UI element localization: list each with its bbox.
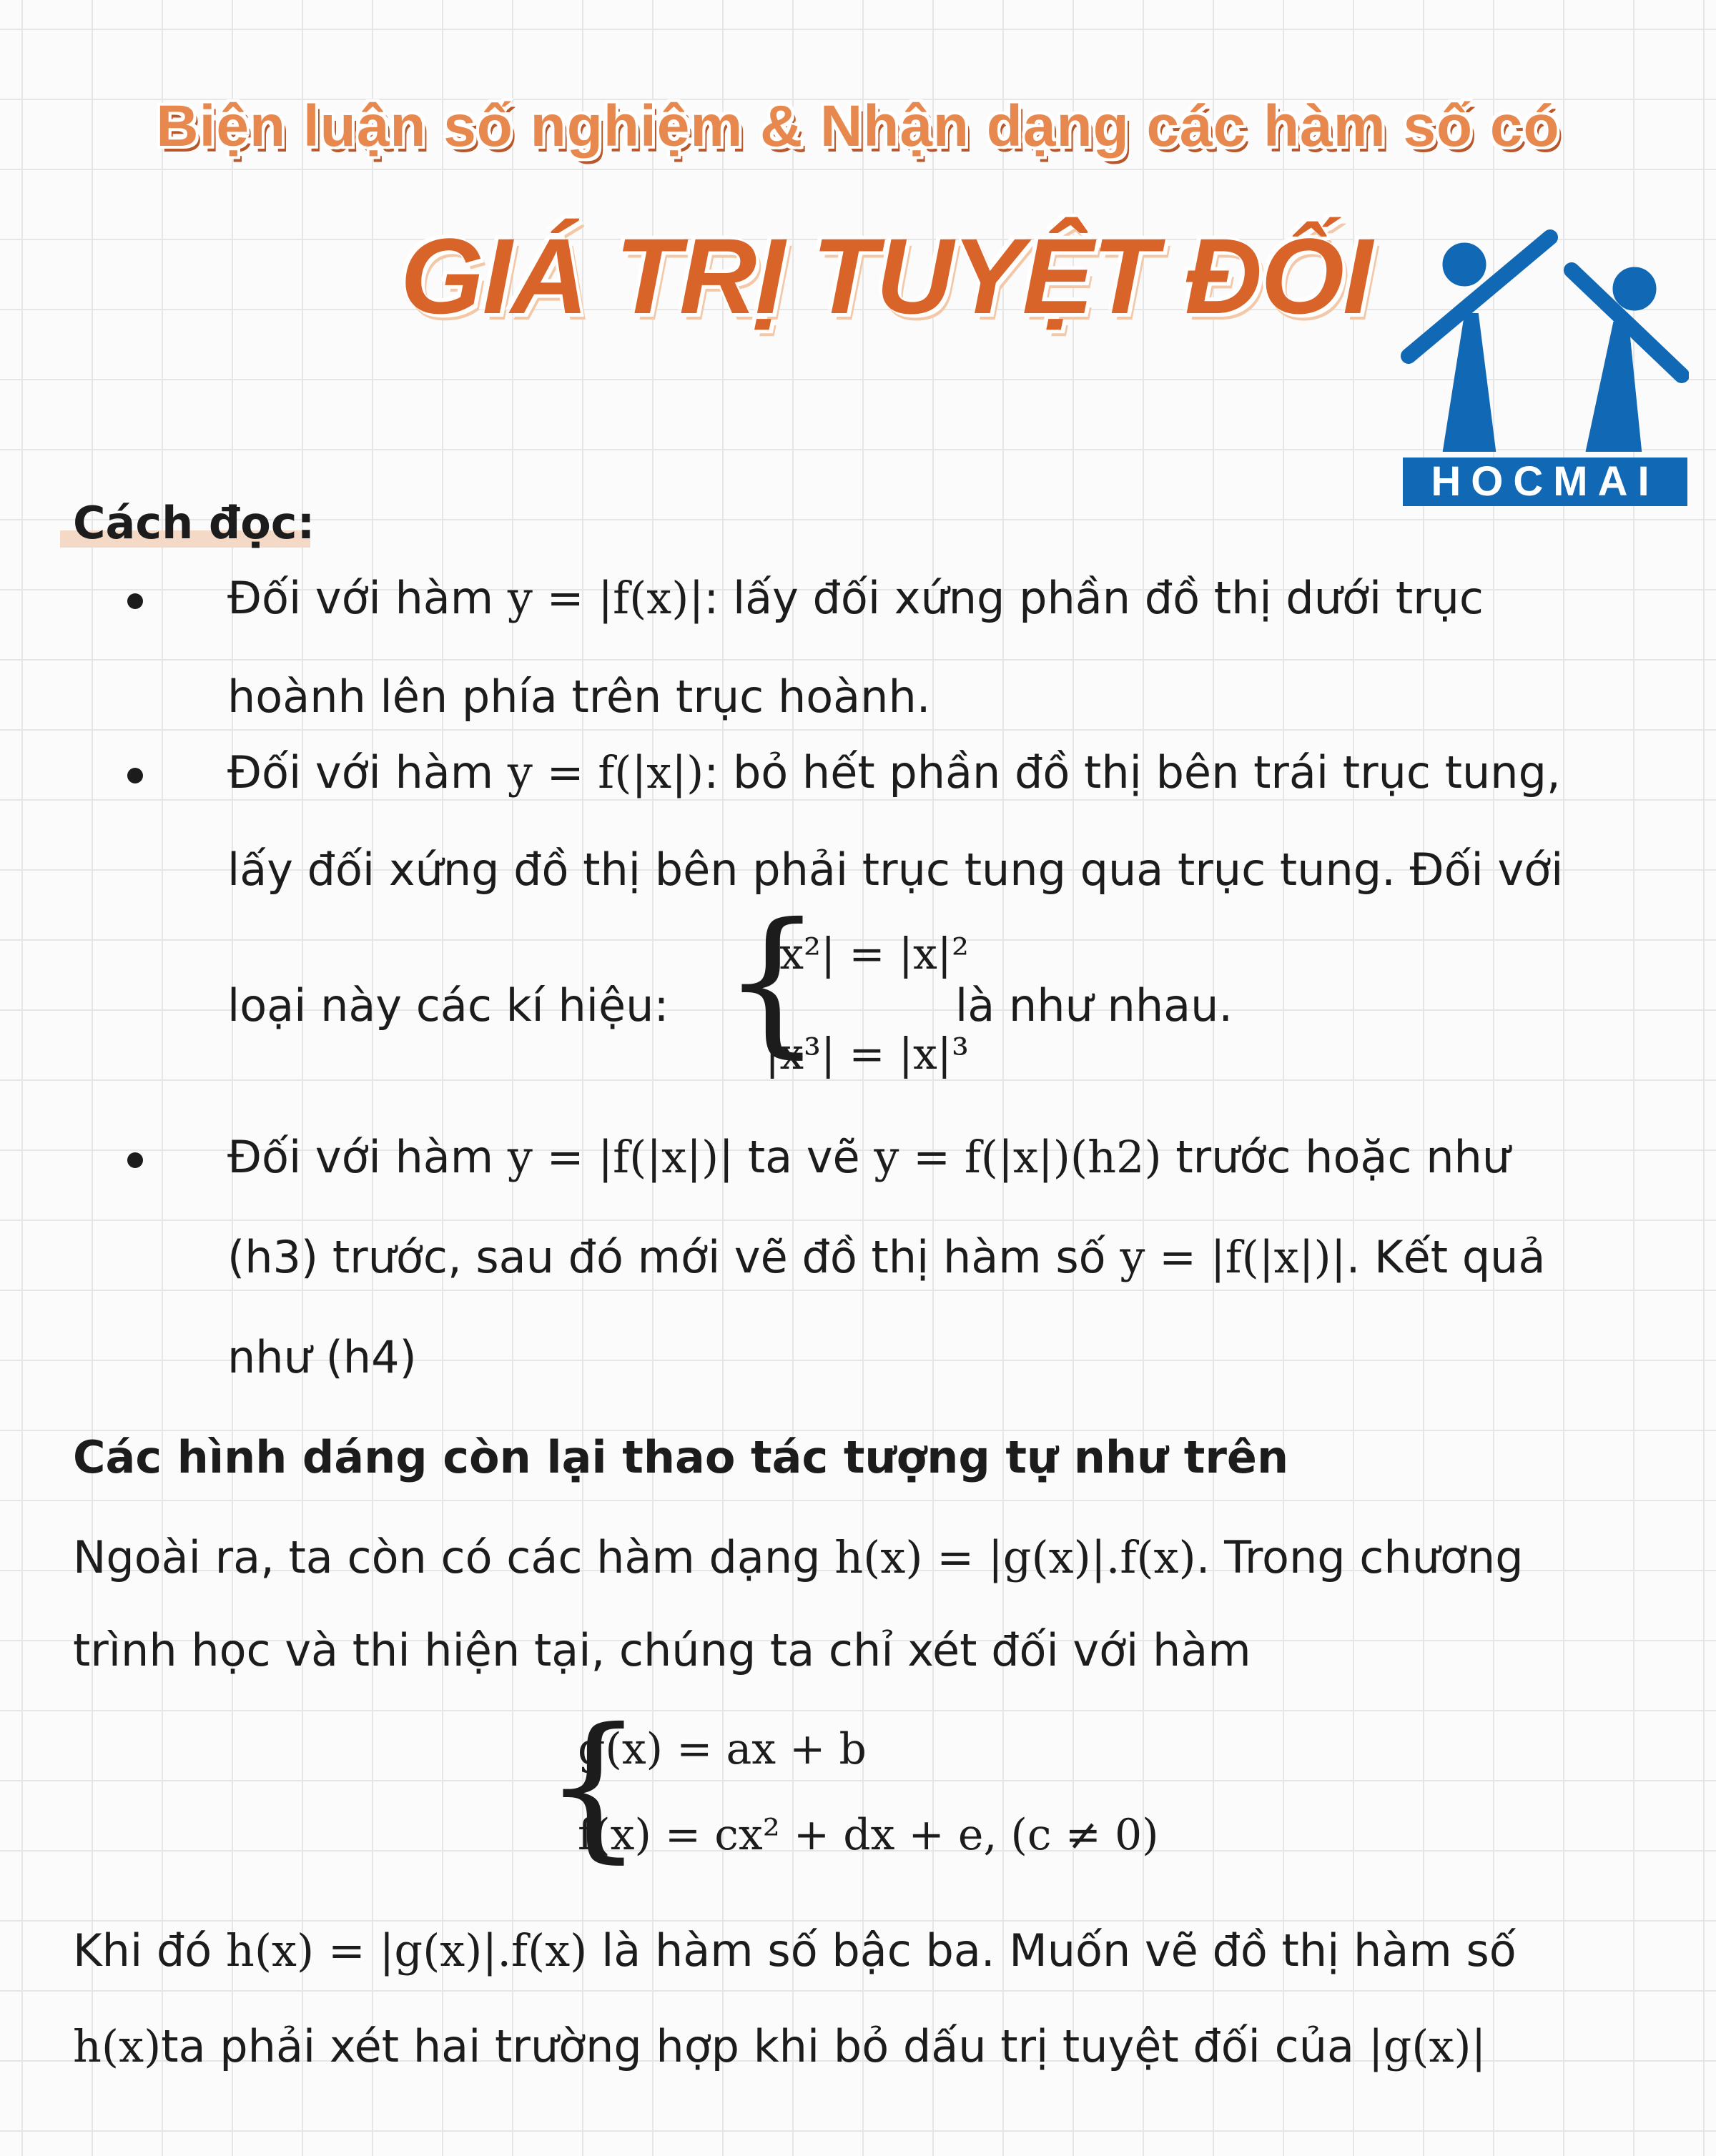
bullet-3-text-a: ta vẽ [747,1131,860,1183]
bullet-dot [127,768,143,783]
paragraph-2-text-b: là hàm số bậc ba. Muốn vẽ đồ thị hàm số [601,1924,1517,1977]
section-heading: Cách đọc: [73,497,315,549]
paragraph-1-formula: h(x) = |g(x)|.f(x) [834,1531,1196,1583]
bullet-2-line-3: loại này các kí hiệu: [227,979,669,1032]
bullet-2-lead: Đối với hàm [227,746,494,798]
paragraph-2-line-1 [73,1924,1517,1977]
bullet-dot [127,593,143,609]
bullet-dot [127,1152,143,1168]
bullet-3-lead: Đối với hàm [227,1131,494,1183]
system-2-brace: { [543,1694,644,1877]
bullet-2-line-1 [227,746,1561,798]
paragraph-2-text-a: Khi đó [73,1924,212,1977]
page-title: GIÁ TRỊ TUYỆT ĐỐI [400,216,1371,336]
bullet-1-formula: y = |f(x)| [507,572,704,624]
bullet-3-line-2 [227,1231,1545,1283]
bullet-3-formula-2: y = f(|x|)(h2) [874,1131,1162,1183]
bullet-3-text-d: . Kết quả [1346,1231,1546,1283]
paragraph-1-text-a: Ngoài ra, ta còn có các hàm dạng [73,1531,821,1583]
bullet-1-line-2: hoành lên phía trên trục hoành. [227,671,931,723]
paragraph-2-line-2 [73,2020,1486,2072]
bullet-3-formula: y = |f(|x|)| [507,1131,734,1183]
bullet-3-formula-3: y = |f(|x|)| [1120,1231,1346,1283]
bullet-1-text: : lấy đối xứng phần đồ thị dưới trục [704,572,1484,624]
bullet-3-text-b: trước hoặc như [1175,1131,1511,1183]
bullet-3-line-1 [227,1131,1510,1183]
bullet-3-line-3: như (h4) [227,1331,417,1383]
system-row-1: |x²| = |x|² [765,929,970,979]
paragraph-1-text-b: . Trong chương [1195,1531,1524,1583]
paragraph-2-formula-g: |g(x)| [1368,2020,1486,2072]
paragraph-2-formula: h(x) = |g(x)|.f(x) [225,1924,588,1977]
closing-heading: Các hình dáng còn lại thao tác tượng tự như trên [73,1431,1289,1483]
system-row-2: |x³| = |x|³ [765,1029,970,1079]
bullet-2-formula: y = f(|x|) [507,746,704,798]
bullet-2-line-2: lấy đối xứng đồ thị bên phải trục tung qua trục tung. Đối với [227,844,1564,896]
bullet-1-lead: Đối với hàm [227,572,494,624]
paragraph-2-text-c: ta phải xét hai trường hợp khi bỏ dấu trị tuyệt đối của [161,2020,1354,2072]
bullet-2-after-system: là như nhau. [955,979,1233,1032]
logo-text: HOCMAI [1403,458,1687,506]
system-2-row-2: f(x) = cx² + dx + e, (c ≠ 0) [578,1810,1159,1860]
bullet-1-line-1 [227,572,1484,624]
paragraph-2-formula-h: h(x) [73,2020,162,2072]
bullet-3-text-c: (h3) trước, sau đó mới vẽ đồ thị hàm số [227,1231,1106,1283]
paragraph-1-line-1 [73,1531,1524,1583]
paragraph-1-line-2: trình học và thi hiện tại, chúng ta chỉ xét đối với hàm [73,1624,1251,1676]
subtitle: Biện luận số nghiệm & Nhận dạng các hàm số có [156,94,1560,159]
system-brace: { [722,889,822,1072]
system-2-row-1: g(x) = ax + b [578,1724,867,1774]
bullet-2-text: : bỏ hết phần đồ thị bên trái trục tung, [704,746,1561,798]
